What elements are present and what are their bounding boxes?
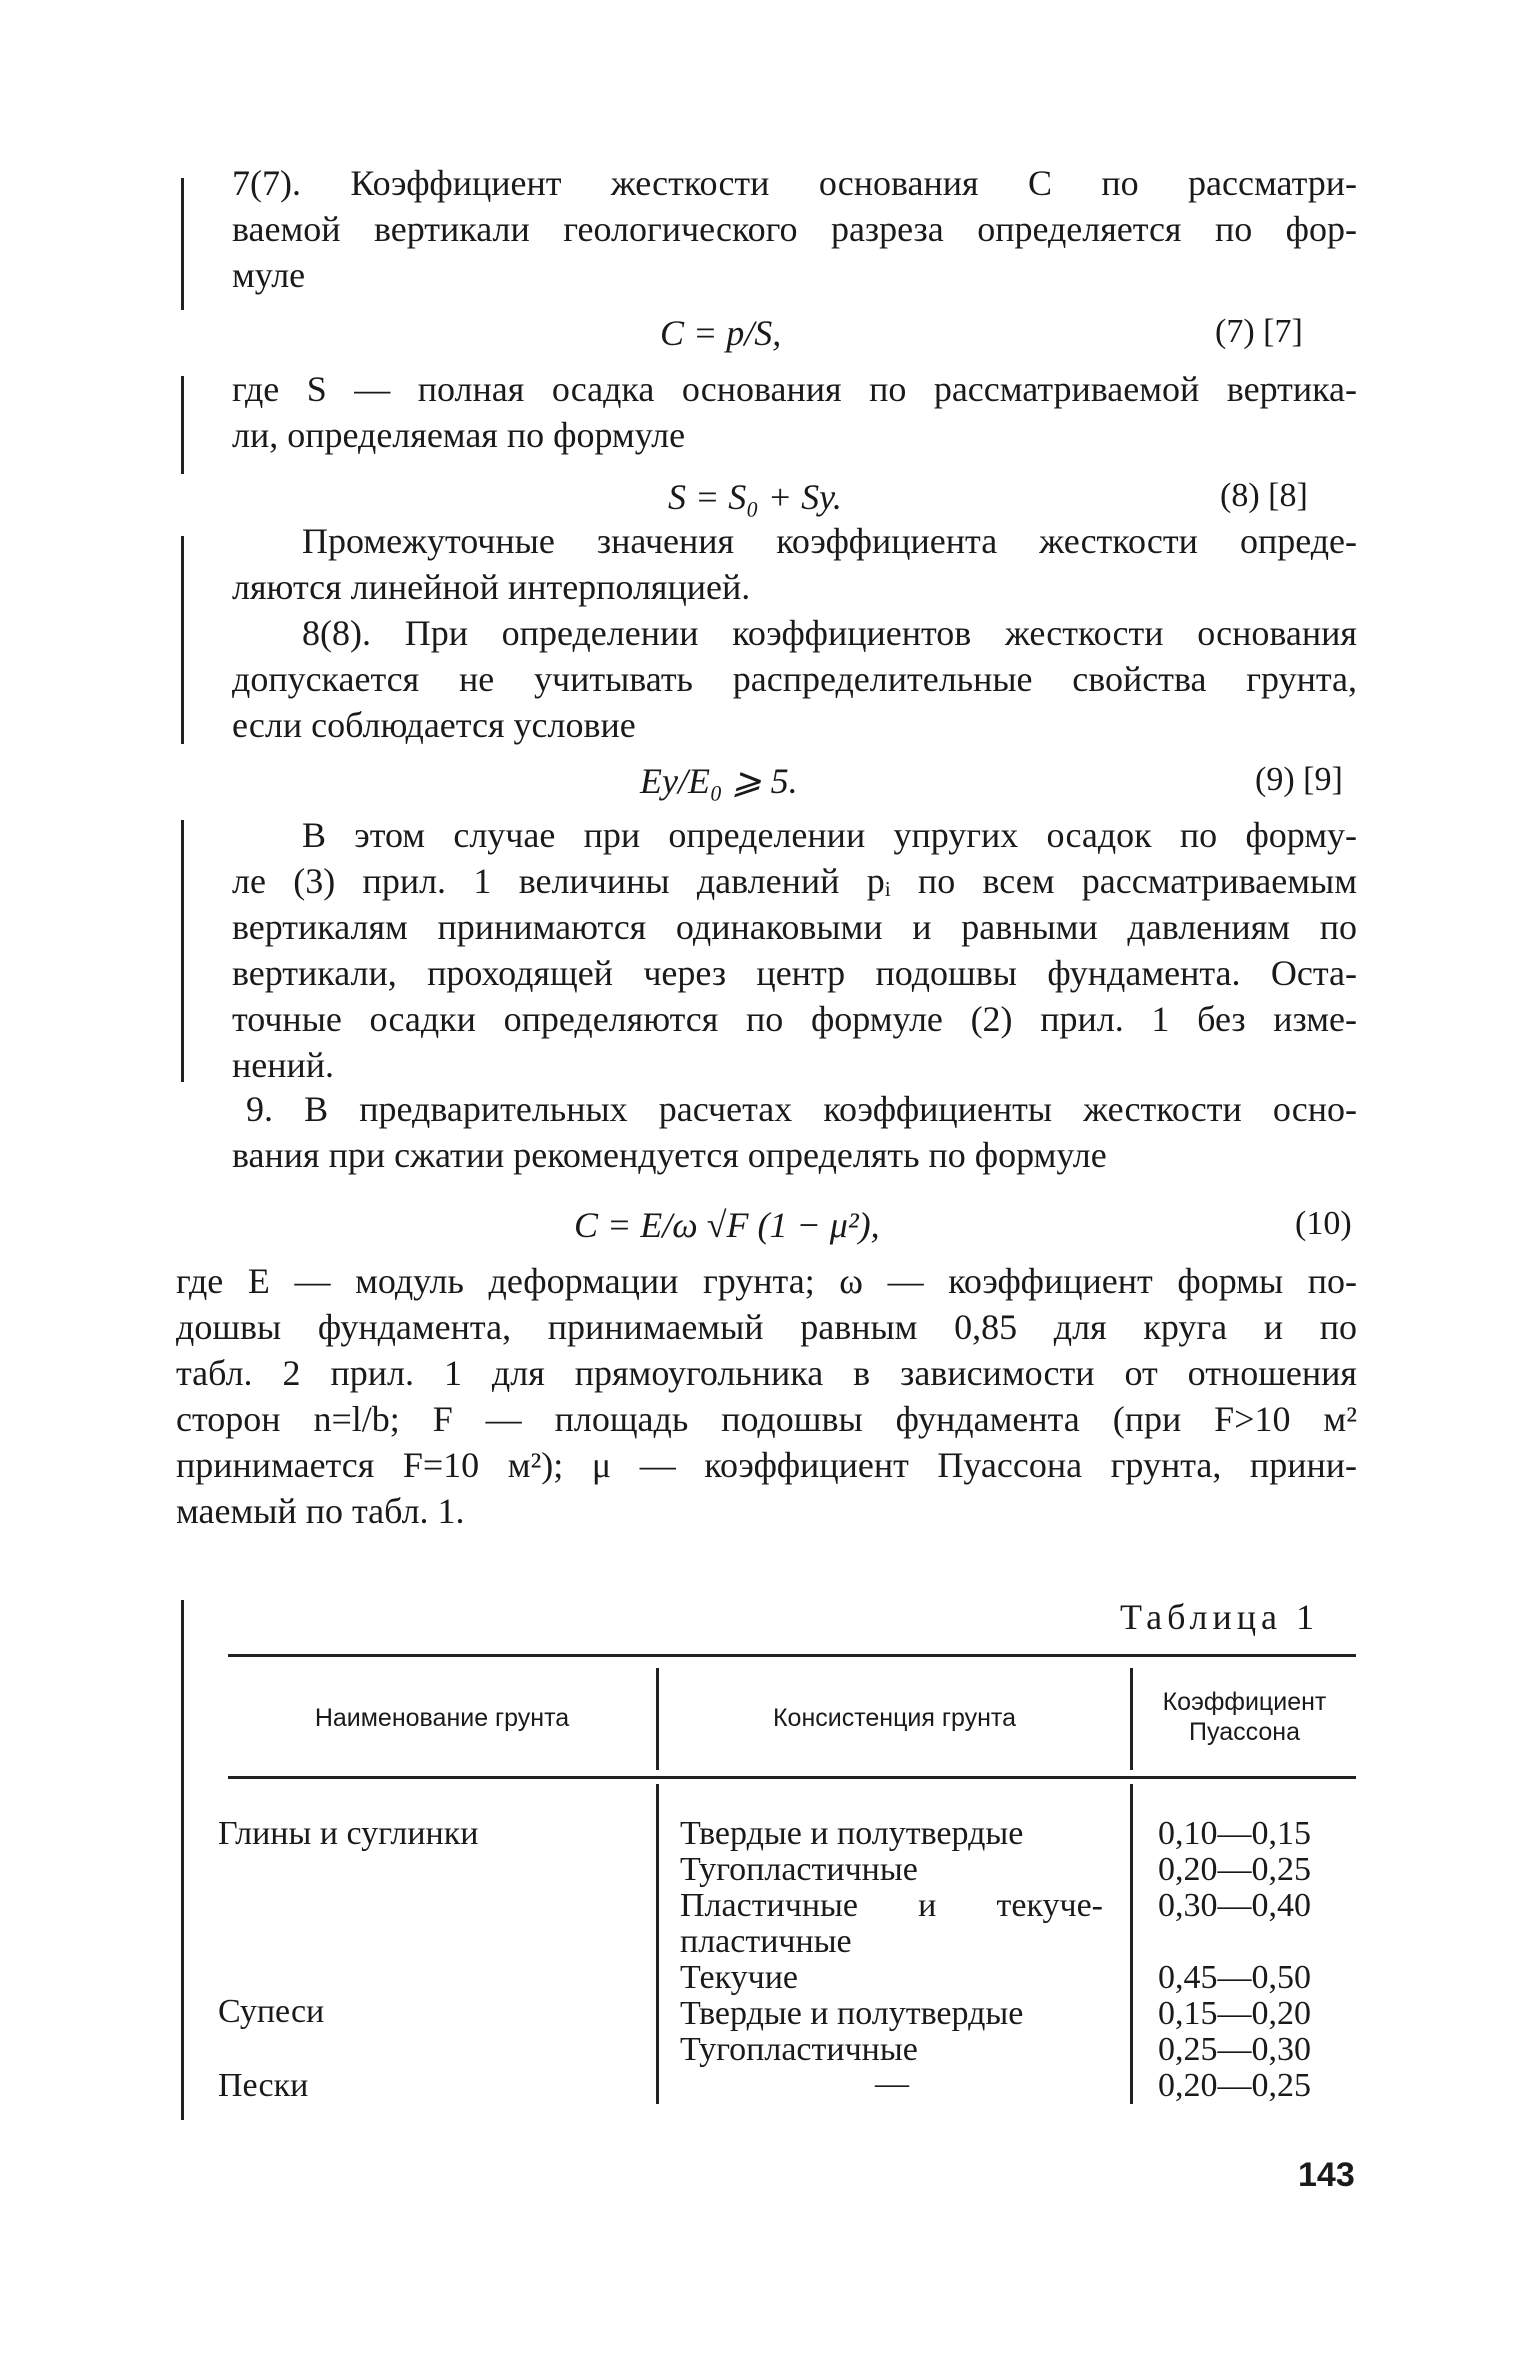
paragraph-8-continuation (232, 812, 1357, 1088)
soil-name: Супеси (218, 1993, 325, 2030)
consistency-cell: Пластичные и текуче- (680, 1887, 1103, 1924)
page-number: 143 (1298, 2156, 1355, 2194)
text-line: 9. В предварительных расчетах коэффициенты жесткости осно- (246, 1089, 1357, 1129)
poisson-cell: 0,30—0,40 (1158, 1887, 1311, 1924)
formula-7: C = p/S, (660, 313, 782, 353)
change-bar (181, 536, 184, 744)
text-line: где E — модуль деформации грунта; ω — коэффициент формы по- (176, 1261, 1357, 1301)
text-line: вертикалям принимаются одинаковыми и равными давлениям по (232, 907, 1357, 947)
paragraph-7 (232, 160, 1357, 206)
header-consistency: Консистенция грунта (772, 1704, 1016, 1732)
formula-10-explanation (176, 1258, 1357, 1534)
consistency-cell: — (875, 2065, 909, 2102)
table-column-divider (1130, 1784, 1133, 2104)
header-poisson-1: Коэффициент (1162, 1688, 1327, 1716)
text-line: табл. 2 прил. 1 для прямоугольника в зависимости от отношения (176, 1353, 1357, 1393)
text-line: ляются линейной интерполяцией. (232, 567, 751, 607)
table-column-divider (656, 1784, 659, 2104)
poisson-cell: 0,10—0,15 (1158, 1815, 1311, 1852)
formula-9: Eу/E₀ ⩾ 5. (640, 761, 798, 801)
change-bar (181, 820, 184, 1082)
text-line: допускается не учитывать распределительные свойства грунта, (232, 659, 1357, 699)
text-line: 7(7). Коэффициент жесткости основания C по рассматри- (232, 163, 1357, 203)
formula-7-number: (7) [7] (1215, 313, 1303, 350)
header-poisson-2: Пуассона (1189, 1718, 1300, 1746)
consistency-cell: Твердые и полутвердые (680, 1995, 1024, 2032)
formula-10: C = E/ω √F (1 − μ²), (574, 1205, 880, 1245)
consistency-cell: Тугопластичные (680, 1851, 918, 1888)
text-line: сторон n=l/b; F — площадь подошвы фундамента (при F>10 м² (176, 1399, 1357, 1439)
soil-name: Пески (218, 2067, 309, 2104)
table-top-rule (228, 1654, 1356, 1657)
text-line: муле (232, 255, 306, 295)
change-bar (181, 178, 184, 310)
text-line: нений. (232, 1045, 335, 1085)
soil-name: Глины и суглинки (218, 1815, 479, 1852)
text-line: ли, определяемая по формуле (232, 415, 686, 455)
poisson-cell: 0,45—0,50 (1158, 1959, 1311, 1996)
text-line: В этом случае при определении упругих осадок по форму- (302, 815, 1357, 855)
change-bar (181, 1600, 184, 2120)
text-line: ле (3) прил. 1 величины давлений pᵢ по всем рассматриваемым (232, 861, 1357, 901)
text-line: маемый по табл. 1. (176, 1491, 465, 1531)
formula-7-explanation (232, 366, 1357, 458)
text-line: Промежуточные значения коэффициента жесткости опреде- (302, 521, 1357, 561)
poisson-cell: 0,20—0,25 (1158, 1851, 1311, 1888)
text-line: 8(8). При определении коэффициентов жесткости основания (302, 613, 1357, 653)
formula-8-number: (8) [8] (1220, 477, 1308, 514)
text-line: если соблюдается условие (232, 705, 636, 745)
text-line: ваемой вертикали геологического разреза определяется по фор- (232, 209, 1357, 249)
text-line: принимается F=10 м²); μ — коэффициент Пуассона грунта, прини- (176, 1445, 1357, 1485)
consistency-cell: Тугопластичные (680, 2031, 918, 2068)
text-line: дошвы фундамента, принимаемый равным 0,85 для круга и по (176, 1307, 1357, 1347)
consistency-cell: Текучие (680, 1959, 798, 1996)
text-line: где S — полная осадка основания по рассматриваемой вертика- (232, 369, 1357, 409)
paragraph-8 (232, 610, 1357, 748)
formula-10-number: (10) (1295, 1205, 1352, 1242)
text-line: точные осадки определяются по формуле (2) прил. 1 без изме- (232, 999, 1357, 1039)
change-bar (181, 376, 184, 474)
paragraph-9 (232, 1086, 1357, 1178)
poisson-cell: 0,15—0,20 (1158, 1995, 1311, 2032)
paragraph-7-cont (232, 206, 1357, 298)
formula-9-number: (9) [9] (1255, 761, 1343, 798)
formula-8: S = S₀ + Sу. (668, 477, 842, 517)
header-soil-name: Наименование грунта (314, 1704, 570, 1732)
poisson-cell: 0,20—0,25 (1158, 2067, 1311, 2104)
text-line: вания при сжатии рекомендуется определять по формуле (232, 1135, 1107, 1175)
consistency-cell: Твердые и полутвердые (680, 1815, 1024, 1852)
table-header-rule (228, 1776, 1356, 1779)
consistency-cell: пластичные (680, 1923, 852, 1960)
table-caption: Таблица 1 (1120, 1597, 1319, 1637)
poisson-cell: 0,25—0,30 (1158, 2031, 1311, 2068)
interpolation-note (232, 518, 1357, 610)
text-line: вертикали, проходящей через центр подошвы фундамента. Оста- (232, 953, 1357, 993)
